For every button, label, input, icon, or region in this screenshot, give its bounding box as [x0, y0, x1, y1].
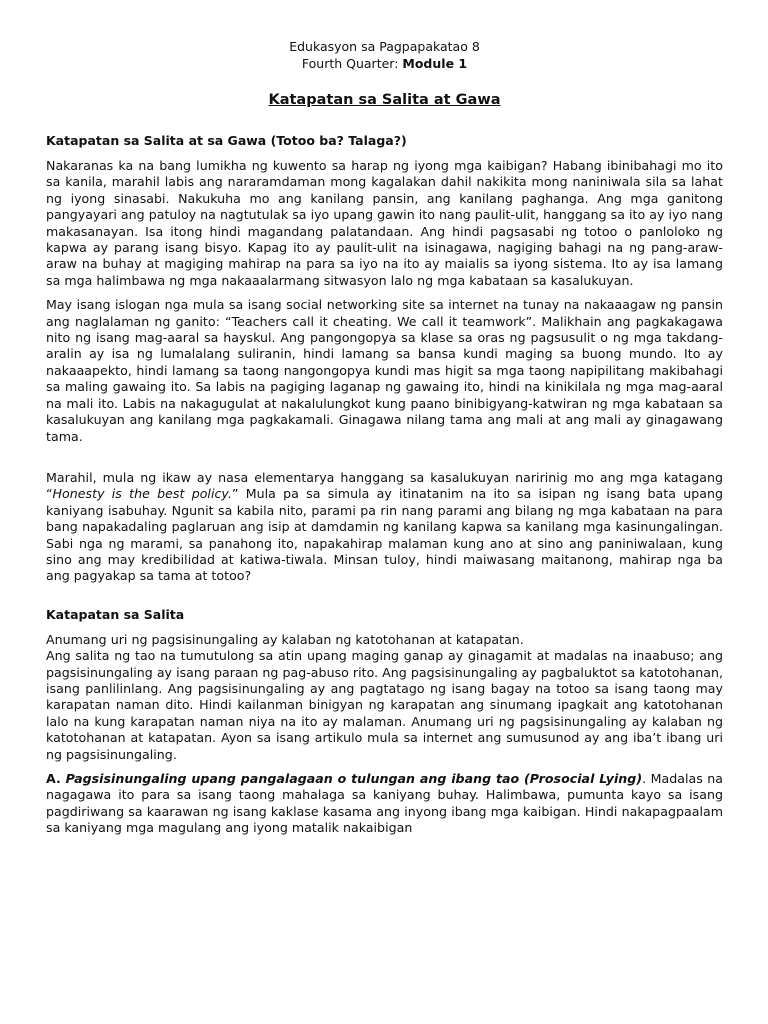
paragraph-lying-opposes-truth: Anumang uri ng pagsisinungaling ay kalaban ng katotohanan at katapatan. [46, 631, 524, 647]
section-heading-salita-at-gawa: Katapatan sa Salita at sa Gawa (Totoo ba? Talaga?) [46, 133, 407, 148]
subject-line: Edukasyon sa Pagpapakatao 8 [289, 39, 480, 54]
document-title: Katapatan sa Salita at Gawa [268, 92, 501, 108]
document-header [46, 38, 723, 72]
quarter-label: Fourth Quarter: [301, 56, 403, 71]
module-label: Module 1 [402, 56, 468, 71]
paragraph-lying-definition: Ang salita ng tao na tumutulong sa atin upang maging ganap ay ginagamit at madalas na inaabuso; ang pagsisinungaling ay isang paraan ng pag-abuso rito. Ang pagsisinungaling ay pagbaluktot sa katotohanan, isang panlilinlang. Ang pagsisinungaling ay ang pagtatago ng isang bagay na totoo sa isang taong may karapatan naman dito. Hindi kailanman binigyan ng karapatan ang sinumang ipagkait ang katotohanan lalo na kung karapatan naman niya na ito ay malaman. Anumang uri ng pagsisinungaling ay kalaban ng katotohanan at katapatan. Ayon sa isang artikulo mula sa internet ang sumusunod ay ang iba’t ibang uri ng pagsisinungaling. [46, 648, 723, 762]
honesty-quote: Honesty is the best policy. [52, 486, 232, 502]
paragraph-islogan: May isang islogan nga mula sa isang social networking site sa internet na tunay na nakaaagaw ng pansin ang naglalaman ng ganito: “Teachers call it cheating. We call it teamwork”. Malikhain ang pagkakagawa nito ng isang mag-aaral sa hayskul. Ang pangongopya sa klase sa oras ng pagsusulit o ng mga takdang-aralin ay isa ng lumalalang suliranin, hindi lamang sa bansa kundi maging sa buong mundo. Ito ay nakaaapekto, hindi lamang sa taong nangongopya kundi mas higit sa mga taong napipilitang makibahagi sa maling gawaing ito. Sa labis na pagiging laganap ng gawaing ito, hindi na kinikilala ng mga mag-aaral na mali ito. Labis na nakagugulat at nakalulungkot kung paano binibigyang-katwiran ng mga kabataan sa kasalukuyan ang kanilang mga pagkakamali. Ginagawa nilang tama ang mali at ang mali ay ginagawang tama. [46, 297, 723, 444]
paragraph-intro: Nakaranas ka na bang lumikha ng kuwento sa harap ng iyong mga kaibigan? Habang ibinibahagi mo ito sa kanila, marahil labis ang nararamdaman mong kagalakan dahil nakikita mong naniniwala sila sa lahat ng iyong sinasabi. Nakukuha mo ang kanilang pansin, ang kanilang paghanga. Ang mga ganitong pangyayari ang patuloy na nagtutulak sa iyo upang gawin ito nang paulit-ulit, hanggang sa ito ay iyo nang makasanayan. Isa itong hindi magandang palatandaan. Ang hindi pagsasabi ng totoo o panloloko ng kapwa ay parang isang bisyo. Kapag ito ay paulit-ulit na isinagawa, nagiging bahagi na ng pang-araw-araw na buhay at magiging mahirap na para sa iyo na ito ay maialis sa iyong sistema. Ito ay isa lamang sa mga halimbawa ng mga nakaaalarmang sitwasyon lalo ng mga kabataan sa kasalukuyan. [46, 158, 723, 288]
item-a-label: A. [46, 771, 66, 786]
section-heading-salita: Katapatan sa Salita [46, 606, 185, 622]
quarter-module-line [46, 55, 723, 72]
paragraph-honesty-policy: Marahil, mula ng ikaw ay nasa elementarya hanggang sa kasalukuyan naririnig mo ang mga katagang “Honesty is the best policy.” Mula pa sa simula ay itinatanim na ito sa isipan ng isang bata upang kaniyang isabuhay. Ngunit sa kabila nito, parami pa rin nang parami ang bilang ng mga kabataan na para bang napakadaling paglaruan ang isip at damdamin ng kanilang kapwa sa kanilang mga kasinungalingan. Sabi nga ng marami, sa panahong ito, napakahirap malaman kung ano at sino ang paniniwalaan, kung sino ang may kredibilidad at katiwa-tiwala. Minsan tuloy, hindi maiwasang maitanong, mahirap nga ba ang pagyakap sa tama at totoo? [46, 469, 723, 584]
paragraph-item-a: A. Pagsisinungaling upang pangalagaan o tulungan ang ibang tao (Prosocial Lying). Madalas na nagagawa ito para sa isang taong mahalaga sa kaniyang buhay. Halimbawa, pumunta kayo sa isang pagdiriwang sa kaarawan ng isang kaklase kasama ang inyong ibang mga kaibigan. Hindi nakapagpaalam sa kaniyang mga magulang ang iyong matalik nakaibigan [46, 771, 723, 836]
item-a-title: Pagsisinungaling upang pangalagaan o tulungan ang ibang tao (Prosocial Lying) [65, 771, 643, 786]
